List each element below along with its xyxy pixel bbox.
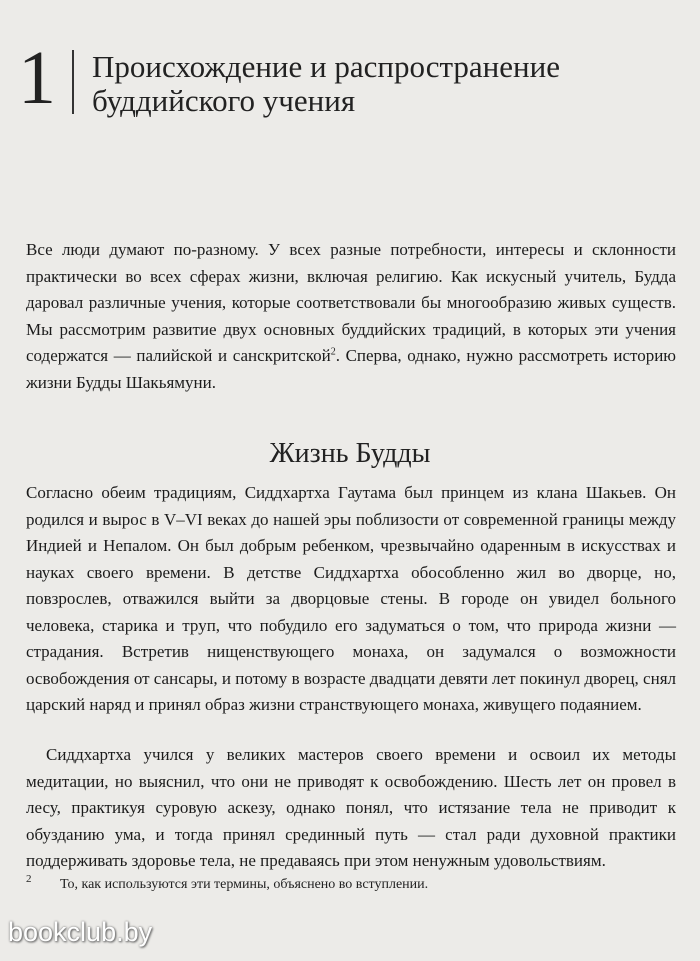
watermark-logo: bookclub.by xyxy=(8,917,153,947)
intro-text-end: . Сперва, однако, нужно рассмотреть историю жизни Будды Шакьямуни. xyxy=(26,346,676,392)
intro-paragraph xyxy=(26,237,676,396)
life-paragraph-2: Сиддхартха учился у великих мастеров своего времени и освоил их методы медитации, но выяснил, что они не приводят к освобождению. Шесть лет он провел в лесу, практикуя суровую аскезу, однако понял, что истязание тела не приводит к обузданию ума, и тогда принял срединный путь — стал ради духовной практики поддерживать здоровье тела, не предаваясь при этом ненужным удовольствиям. xyxy=(26,745,676,870)
intro-text: Все люди думают по-разному. У всех разные потребности, интересы и склонности практически во всех сферах жизни, включая религию. Как искусный учитель, Будда даровал различные учения, которые соответствовали бы многообразию живых существ. Мы рассмотрим развитие двух основных буддийских традиций, в которых эти учения содержатся — палийской и санскритской xyxy=(26,240,676,365)
section-heading: Жизнь Будды xyxy=(269,438,431,469)
chapter-number: 1 xyxy=(18,36,56,120)
footnote-reference[interactable]: 2 xyxy=(330,346,336,358)
chapter-title xyxy=(92,50,560,118)
chapter-divider xyxy=(72,50,74,114)
footnote-text: То, как используются эти термины, объяснено во вступлении. xyxy=(60,877,429,892)
chapter-title-line-2: буддийского учения xyxy=(92,83,356,118)
life-paragraph-1: Согласно обеим традициям, Сиддхартха Гаутама был принцем из клана Шакьев. Он родился и вырос в V–VI веках до нашей эры поблизости от современной границы между Индией и Непалом. Он был добрым ребенком, чрезвычайно одаренным в искусствах и науках своего времени. В детстве Сиддхартха обособленно жил во дворце, но, повзрослев, отважился выйти за дворцовые стены. В городе он увидел больного человека, старика и труп, что побудило его задуматься о том, что природа жизни — страдания. Встретив нищенствующего монаха, он задумался о возможности освобождения от сансары, и потому в возрасте двадцати девяти лет покинул дворец, снял царский наряд и принял образ жизни странствующего монаха, живущего подаянием. xyxy=(26,483,676,714)
chapter-title-line-1: Происхождение и распространение xyxy=(92,49,560,84)
footnote: 2 То, как используются эти термины, объяснено во вступлении. xyxy=(26,873,429,892)
